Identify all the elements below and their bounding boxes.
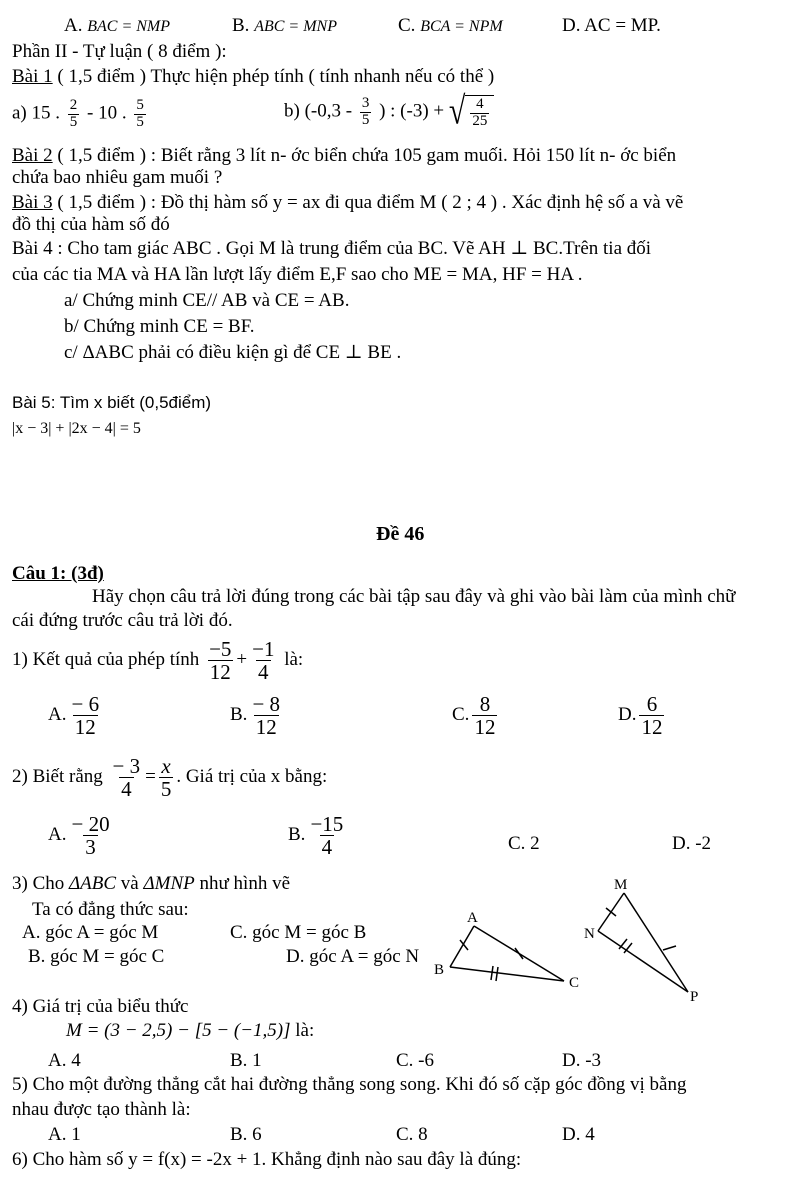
bai4-part-a: a/ Chứng minh CE// AB và CE = AB. — [64, 290, 350, 311]
q3-prompt: 3) Cho ΔABC và ΔMNP như hình vẽ — [12, 873, 291, 894]
bai4-line2: của các tia MA và HA lần lượt lấy điểm E,F sao cho ME = MA, HF = HA . — [12, 264, 583, 285]
q3-option-d: D. góc A = góc N — [286, 946, 420, 967]
q3-option-a: A. góc A = góc M — [22, 922, 159, 943]
q2-option-d: D. -2 — [672, 833, 712, 854]
q3-option-c: C. góc M = góc B — [230, 922, 367, 943]
q1-option-b: B. $\frac{- 8}{12}$ — [230, 692, 281, 740]
q4-option-a: A. 4 — [48, 1050, 81, 1071]
q3-option-b: B. góc M = góc C — [28, 946, 165, 967]
instruction-line2: cái đứng trước câu trả lời đó. — [12, 610, 233, 631]
bai4-line1: Bài 4 : Cho tam giác ABC . Gọi M là trung điểm của BC. Vẽ AH ⊥ BC.Trên tia đối — [12, 238, 652, 259]
option-d: D. AC = MP. — [562, 15, 661, 36]
q4-prompt: 4) Giá trị của biểu thức — [12, 996, 189, 1017]
bai4-part-c: c/ ΔABC phải có điều kiện gì để CE ⊥ BE . — [64, 342, 402, 363]
q5-line1: 5) Cho một đường thẳng cắt hai đường thẳng song song. Khi đó số cặp góc đồng vị bằng — [12, 1074, 687, 1095]
option-a: A. BAC = NMP — [64, 15, 171, 36]
q1-option-c: C. $\frac{8}{12}$ — [452, 692, 496, 740]
q1-option-a: A. $\frac{- 6}{12}$ — [48, 692, 100, 740]
q3-subprompt: Ta có đẳng thức sau: — [32, 899, 189, 920]
tick-bc-2 — [496, 967, 498, 981]
bai1-heading: Bài 1 ( 1,5 điểm ) Thực hiện phép tính ( tính nhanh nếu có thể ) — [12, 66, 495, 87]
label-p: P — [690, 989, 699, 1005]
q2-prompt: 2) Biết rằng $\frac{- 3}{4}$ = $\frac{x}{5}$ . Giá trị của x bằng: — [12, 754, 328, 802]
bai5-title: Bài 5: Tìm x biết (0,5điểm) — [12, 393, 212, 412]
q4-option-c: C. -6 — [396, 1050, 434, 1071]
q1-option-d: D. $\frac{6}{12}$ — [618, 692, 663, 740]
q5-option-b: B. 6 — [230, 1124, 262, 1145]
label-b: B — [434, 962, 445, 978]
bai2-line1: Bài 2 ( 1,5 điểm ) : Biết rằng 3 lít n- ớc biển chứa 105 gam muối. Hỏi 150 lít n- ớc biển — [12, 145, 677, 166]
q5-line2: nhau được tạo thành là: — [12, 1099, 191, 1120]
bai5-equation: |x − 3| + |2x − 4| = 5 — [12, 420, 141, 437]
exam-heading: Đề 46 — [376, 523, 425, 545]
cau1-heading: Câu 1: (3đ) — [12, 563, 104, 584]
bai1-part-b: b) (-0,3 - $\frac{3}{5}$ ) : (-3) + √ $\frac{4}{25}$ — [284, 95, 494, 130]
q5-option-a: A. 1 — [48, 1124, 81, 1145]
label-n: N — [584, 926, 595, 942]
q1-prompt: 1) Kết quả của phép tính $\frac{-5}{12}$ + $\frac{-1}{4}$ là: — [12, 637, 304, 685]
tick-ac — [515, 948, 523, 959]
bai4-part-b: b/ Chứng minh CE = BF. — [64, 316, 255, 337]
q5-option-c: C. 8 — [396, 1124, 428, 1145]
part2-title: Phần II - Tự luận ( 8 điểm ): — [12, 41, 227, 62]
q5-option-d: D. 4 — [562, 1124, 595, 1145]
label-a: A — [467, 910, 478, 926]
tick-bc-1 — [491, 966, 493, 980]
q4-option-b: B. 1 — [230, 1050, 262, 1071]
q4-expression: M = (3 − 2,5) − [5 − (−1,5)] là: — [66, 1020, 315, 1041]
q6-prompt: 6) Cho hàm số y = f(x) = -2x + 1. Khẳng định nào sau đây là đúng: — [12, 1149, 522, 1170]
q2-option-a: A. $\frac{- 20}{3}$ — [48, 812, 110, 860]
bai3-line2: đồ thị của hàm số đó — [12, 214, 170, 235]
label-m: M — [614, 877, 628, 893]
bai2-line2: chứa bao nhiêu gam muối ? — [12, 167, 223, 188]
q4-option-d: D. -3 — [562, 1050, 602, 1071]
sqrt-expression: √ $\frac{4}{25}$ — [449, 95, 494, 130]
bai3-line1: Bài 3 ( 1,5 điểm ) : Đồ thị hàm số y = ax đi qua điểm M ( 2 ; 4 ) . Xác định hệ số a và vẽ — [12, 192, 684, 213]
triangle-abc — [450, 926, 564, 981]
label-c: C — [569, 975, 580, 991]
instruction-line1: Hãy chọn câu trả lời đúng trong các bài tập sau đây và ghi vào bài làm của mình chữ — [92, 586, 736, 607]
q2-option-c: C. 2 — [508, 833, 540, 854]
tick-mn — [606, 908, 616, 916]
q2-option-b: B. $\frac{-15}{4}$ — [288, 812, 344, 860]
tick-mp — [663, 946, 676, 950]
option-c: C. BCA = NPM — [398, 15, 503, 36]
triangle-mnp — [598, 893, 688, 992]
option-b: B. ABC = MNP — [232, 15, 337, 36]
bai1-part-a: a) 15 . $\frac{2}{5}$ - 10 . $\frac{5}{5}$ — [12, 97, 144, 130]
